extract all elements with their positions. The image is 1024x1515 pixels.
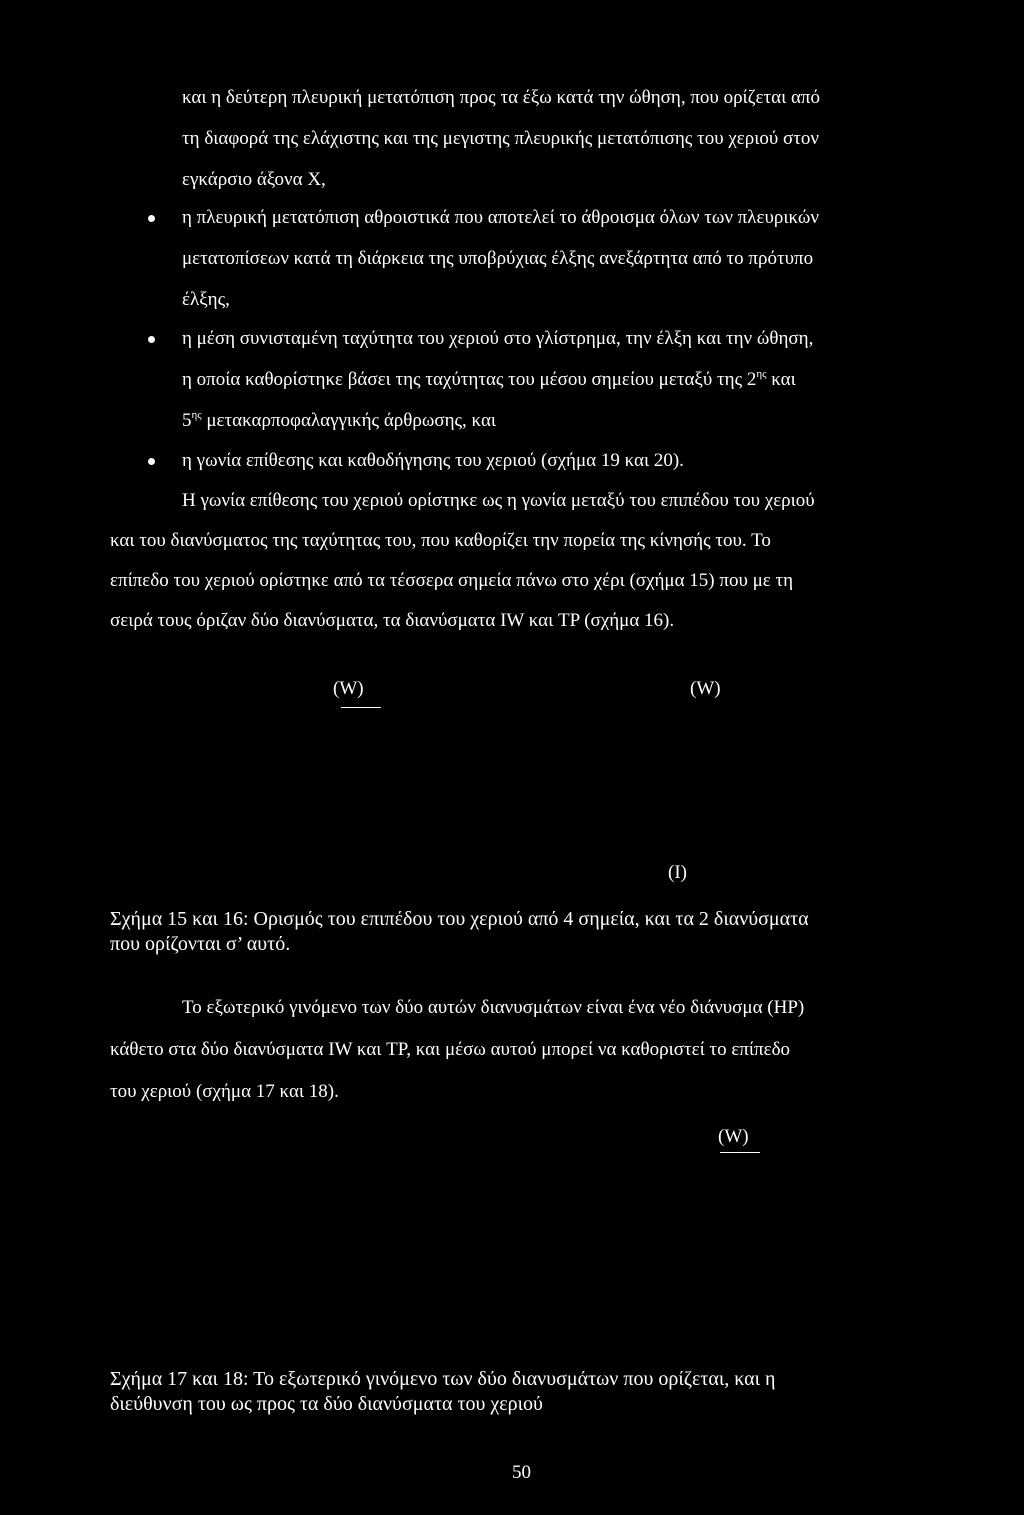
figure1-label-bottom: (I) xyxy=(668,862,687,883)
bullet1-line1: η πλευρική μετατόπιση αθροιστικά που αποτελεί το άθροισμα όλων των πλευρικών xyxy=(182,207,819,228)
caption2-line2: διεύθυνση του ως προς τα δύο διανύσματα του χεριού xyxy=(110,1393,543,1415)
para1-line3: εγκάρσιο άξονα X, xyxy=(182,169,326,190)
page-number: 50 xyxy=(512,1462,531,1483)
para3-line1: Το εξωτερικό γινόμενο των δύο αυτών διανυσμάτων είναι ένα νέο διάνυσμα (HP) xyxy=(182,997,805,1018)
para2-line1: Η γωνία επίθεσης του χεριού ορίστηκε ως η γωνία μεταξύ του επιπέδου του χεριού xyxy=(182,490,815,511)
bullet-dot xyxy=(148,336,155,343)
caption2-line1: Σχήμα 17 και 18: Το εξωτερικό γινόμενο των δύο διανυσμάτων που ορίζεται, και η xyxy=(110,1368,776,1390)
caption1-line1: Σχήμα 15 και 16: Ορισμός του επιπέδου του χεριού από 4 σημεία, και τα 2 διανύσματα xyxy=(110,908,809,930)
bullet-dot xyxy=(148,215,155,222)
figure1-label-right: (W) xyxy=(690,678,721,699)
bullet1-line2: μετατοπίσεων κατά τη διάρκεια της υποβρύχιας έλξης ανεξάρτητα από το πρότυπο xyxy=(182,248,814,269)
para1-line1: και η δεύτερη πλευρική μετατόπιση προς τα έξω κατά την ώθηση, που ορίζεται από xyxy=(182,87,821,108)
para3-line2: κάθετο στα δύο διανύσματα IW και TP, και μέσω αυτού μπορεί να καθοριστεί το επίπεδο xyxy=(110,1039,791,1060)
bullet2-line2: η οποία καθορίστηκε βάσει της ταχύτητας του μέσου σημείου μεταξύ της $2^{\eta\varsigma}$ και xyxy=(182,368,796,390)
figure2-label: (W) xyxy=(718,1126,749,1147)
figure2-underline xyxy=(720,1152,760,1153)
bullet3-line1: η γωνία επίθεσης και καθοδήγησης του χεριού (σχήμα 19 και 20). xyxy=(182,450,684,471)
caption1-line2: που ορίζονται σ’ αυτό. xyxy=(110,933,291,955)
para2-line2: και του διανύσματος της ταχύτητας του, που καθορίζει την πορεία της κίνησής του. Το xyxy=(110,530,771,551)
para1-line2: τη διαφορά της ελάχιστης και της μεγιστης πλευρικής μετατόπισης του χεριού στον xyxy=(182,128,819,149)
para2-line3: επίπεδο του χεριού ορίστηκε από τα τέσσερα σημεία πάνω στο χέρι (σχήμα 15) που με τη xyxy=(110,570,794,591)
figure1-underline xyxy=(341,707,381,708)
para3-line3: του χεριού (σχήμα 17 και 18). xyxy=(110,1081,339,1102)
bullet2-line1: η μέση συνισταμένη ταχύτητα του χεριού στο γλίστρημα, την έλξη και την ώθηση, xyxy=(182,328,814,349)
bullet1-line3: έλξης, xyxy=(182,289,230,310)
figure1-label-left: (W) xyxy=(333,678,364,699)
para2-line4: σειρά τους όριζαν δύο διανύσματα, τα διανύσματα IW και TP (σχήμα 16). xyxy=(110,610,675,631)
bullet2-line3: $5^{\eta\varsigma}$ μετακαρποφαλαγγικής άρθρωσης, και xyxy=(182,409,497,431)
bullet-dot xyxy=(148,458,155,465)
